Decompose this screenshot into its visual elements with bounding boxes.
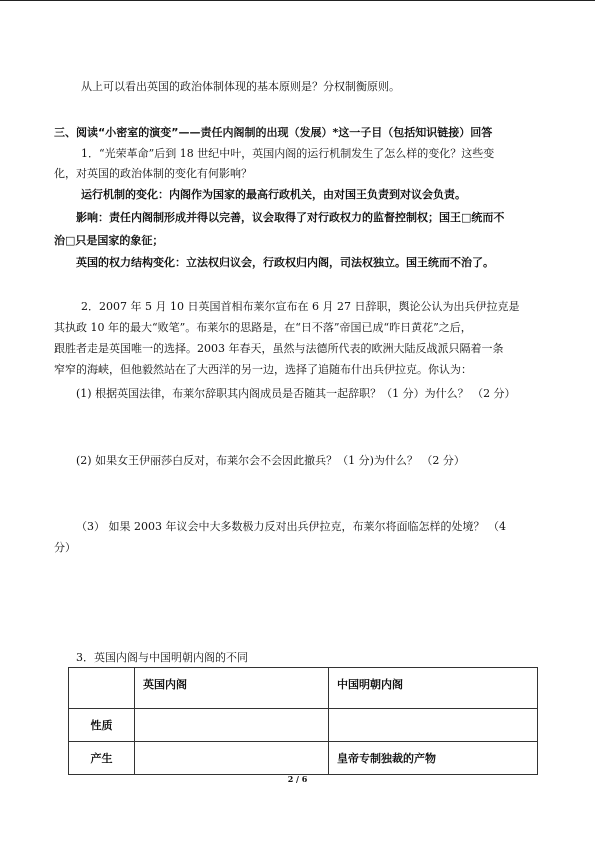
section-3-heading: 三、阅读“小密室的演变”——责任内阁制的出现（发展）*这一子目（包括知识链接）回答 xyxy=(54,126,493,139)
q1-line-1: 1．“光荣革命”后到 18 世纪中叶，英国内阁的运行机制发生了怎么样的变化？这些变 xyxy=(81,147,495,160)
top-rule xyxy=(0,0,595,1)
table-header-cell: 英国内阁 xyxy=(135,668,329,709)
q3-title: 3．英国内阁与中国明朝内阁的不同 xyxy=(76,651,248,664)
table-row xyxy=(69,709,538,742)
table-cell xyxy=(329,709,538,742)
q2-para-1: 2．2007 年 5 月 10 日英国首相布莱尔宣布在 6 月 27 日辞职，舆论公认为出兵伊拉克是 xyxy=(81,300,520,313)
answer-structure: 英国的权力结构变化：立法权归议会，行政权归内阁，司法权独立。国王统而不治了。 xyxy=(76,256,494,269)
table-row-label: 性质 xyxy=(69,709,135,742)
table-row-label: 产生 xyxy=(69,742,135,775)
answer-impact-1: 影响：责任内阁制形成并得以完善，议会取得了对行政权力的监督控制权；国王□统而不 xyxy=(76,211,505,224)
answer-impact-2: 治□只是国家的象征； xyxy=(54,234,164,247)
q2-sub-2: (2) 如果女王伊丽莎白反对，布莱尔会不会因此撤兵？（1 分)为什么？ （2 分） xyxy=(76,454,465,467)
intro-line: 从上可以看出英国的政治体制体现的基本原则是？分权制衡原则。 xyxy=(81,80,400,93)
q1-line-2: 化，对英国的政治体制的变化有何影响？ xyxy=(54,167,252,180)
q2-sub-3-line-1: （3） 如果 2003 年议会中大多数极力反对出兵伊拉克，布莱尔将面临怎样的处境？ （4 xyxy=(76,520,506,533)
table-row xyxy=(69,742,538,775)
q2-para-2: 其执政 10 年的最大“败笔”。布莱尔的思路是，在“日不落”帝国已成“昨日黄花”之后， xyxy=(54,321,472,334)
q2-para-4: 窄窄的海峡，但他毅然站在了大西洋的另一边，选择了追随布什出兵伊拉克。你认为： xyxy=(54,363,472,376)
table-header-cell: 中国明朝内阁 xyxy=(329,668,538,709)
page-number: 2 / 6 xyxy=(287,774,308,784)
table-cell xyxy=(135,742,329,775)
answer-mechanism: 运行机制的变化：内阁作为国家的最高行政机关，由对国王负责到对议会负责。 xyxy=(81,188,466,201)
table-header-row xyxy=(69,668,538,709)
q2-para-3: 跟胜者走是英国唯一的选择。2003 年春天，虽然与法德所代表的欧洲大陆反战派只隔着一条 xyxy=(54,342,504,355)
table-cell xyxy=(135,709,329,742)
comparison-table xyxy=(68,667,538,775)
q2-sub-3-line-2: 分） xyxy=(54,541,76,554)
table-header-cell xyxy=(69,668,135,709)
q2-sub-1: (1) 根据英国法律，布莱尔辞职其内阁成员是否随其一起辞职？（1 分）为什么？ （2 分） xyxy=(76,387,516,400)
table-cell: 皇帝专制独裁的产物 xyxy=(329,742,538,775)
